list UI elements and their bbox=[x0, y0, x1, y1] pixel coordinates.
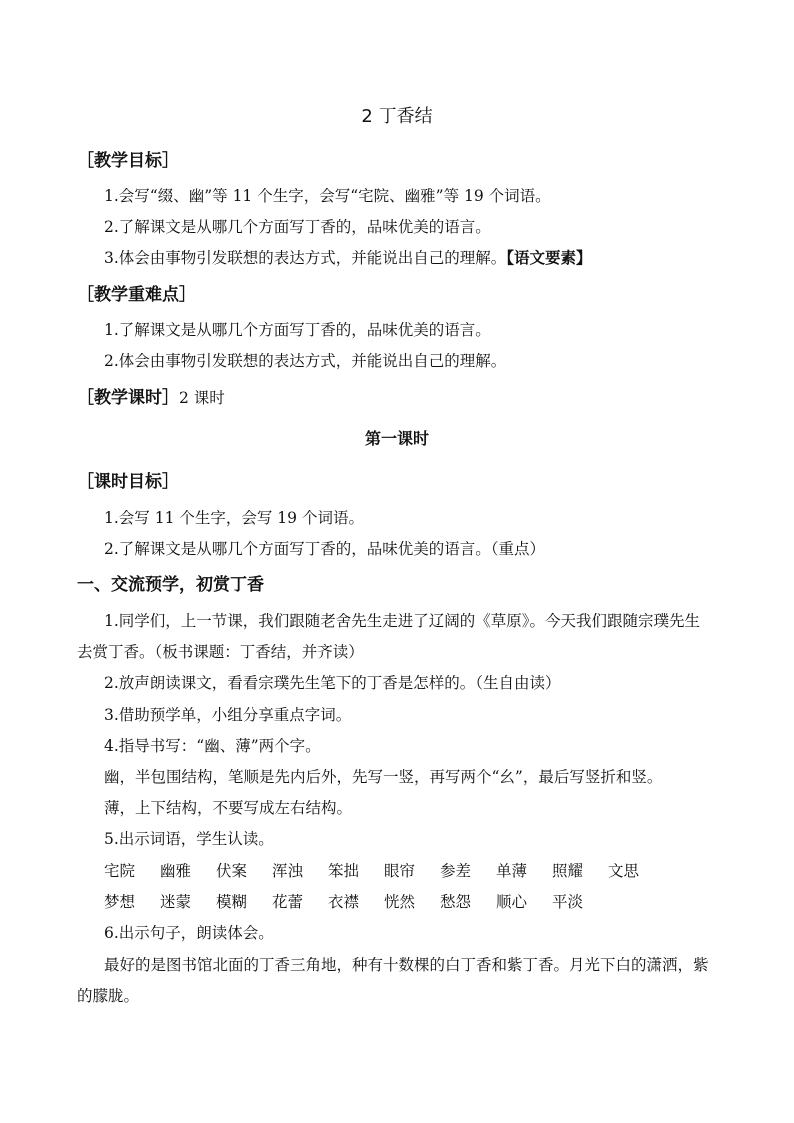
word-item: 顺心 bbox=[496, 893, 528, 911]
paragraph-6: 薄，上下结构，不要写成左右结构。 bbox=[104, 799, 353, 817]
word-item: 眼帘 bbox=[384, 862, 416, 880]
word-item: 照耀 bbox=[552, 862, 584, 880]
paragraph-2: 2.放声朗读课文，看看宗璞先生笔下的丁香是怎样的。（生自由读） bbox=[104, 674, 561, 692]
word-item: 模糊 bbox=[216, 893, 248, 911]
goal-item-2: 2.了解课文是从哪几个方面写丁香的，品味优美的语言。 bbox=[104, 218, 491, 236]
paragraph-3: 3.借助预学单，小组分享重点字词。 bbox=[104, 706, 352, 724]
lesson-goal-item-1: 1.会写 11 个生字，会写 19 个词语。 bbox=[104, 509, 364, 527]
word-item: 幽雅 bbox=[160, 862, 192, 880]
language-element-tag: 【语文要素】 bbox=[506, 248, 592, 267]
word-list-row-2 bbox=[104, 892, 608, 912]
quoted-sentence-line-2: 的朦胧。 bbox=[77, 987, 140, 1005]
lesson-goal-item-2: 2.了解课文是从哪几个方面写丁香的，品味优美的语言。（重点） bbox=[104, 540, 546, 558]
word-item: 浑浊 bbox=[272, 862, 304, 880]
word-item: 花蕾 bbox=[272, 893, 304, 911]
lesson-goals-heading: ［课时目标］ bbox=[77, 472, 179, 492]
lesson-title: 第一课时 bbox=[364, 429, 429, 448]
page-title: 2 丁香结 bbox=[361, 106, 433, 127]
goal-item-1: 1.会写“缀、幽”等 11 个生字，会写“宅院、幽雅”等 19 个词语。 bbox=[104, 187, 551, 205]
paragraph-1-line-1: 1.同学们，上一节课，我们跟随老舍先生走进了辽阔的《草原》。今天我们跟随宗璞先生 bbox=[104, 612, 701, 630]
word-item: 单薄 bbox=[496, 862, 528, 880]
word-item: 文思 bbox=[608, 862, 640, 880]
word-item: 梦想 bbox=[104, 893, 136, 911]
word-item: 参差 bbox=[440, 862, 472, 880]
quoted-sentence-line-1: 最好的是图书馆北面的丁香三角地，种有十数棵的白丁香和紫丁香。月光下白的潇洒，紫 bbox=[104, 956, 709, 974]
key-point-item-1: 1.了解课文是从哪几个方面写丁香的，品味优美的语言。 bbox=[104, 321, 491, 339]
teaching-goals-heading: ［教学目标］ bbox=[77, 151, 179, 171]
key-points-heading: ［教学重难点］ bbox=[77, 285, 196, 305]
paragraph-7: 5.出示词语，学生认读。 bbox=[104, 830, 274, 848]
word-item: 愁怨 bbox=[440, 893, 472, 911]
word-item: 伏案 bbox=[216, 862, 248, 880]
word-item: 笨拙 bbox=[328, 862, 360, 880]
word-item: 恍然 bbox=[384, 893, 416, 911]
section-heading-1: 一、交流预学，初赏丁香 bbox=[77, 575, 264, 595]
paragraph-1-line-2: 去赏丁香。（板书课题：丁香结，并齐读） bbox=[77, 643, 364, 661]
teaching-hours-heading: ［教学课时］ bbox=[77, 388, 179, 408]
paragraph-5: 幽，半包围结构，笔顺是先内后外，先写一竖，再写两个“幺”，最后写竖折和竖。 bbox=[104, 768, 663, 786]
goal-item-3-text: 3.体会由事物引发联想的表达方式，并能说出自己的理解。 bbox=[104, 249, 507, 267]
word-item: 迷蒙 bbox=[160, 893, 192, 911]
word-item: 宅院 bbox=[104, 862, 136, 880]
word-item: 平淡 bbox=[552, 893, 584, 911]
key-point-item-2: 2.体会由事物引发联想的表达方式，并能说出自己的理解。 bbox=[104, 352, 507, 370]
word-list-row-1 bbox=[104, 861, 664, 881]
word-item: 衣襟 bbox=[328, 893, 360, 911]
teaching-hours-row bbox=[77, 387, 225, 409]
teaching-hours-value: 2 课时 bbox=[179, 389, 225, 407]
goal-item-3 bbox=[104, 248, 592, 268]
paragraph-8: 6.出示句子，朗读体会。 bbox=[104, 924, 274, 942]
paragraph-4: 4.指导书写：“幽、薄”两个字。 bbox=[104, 737, 321, 755]
